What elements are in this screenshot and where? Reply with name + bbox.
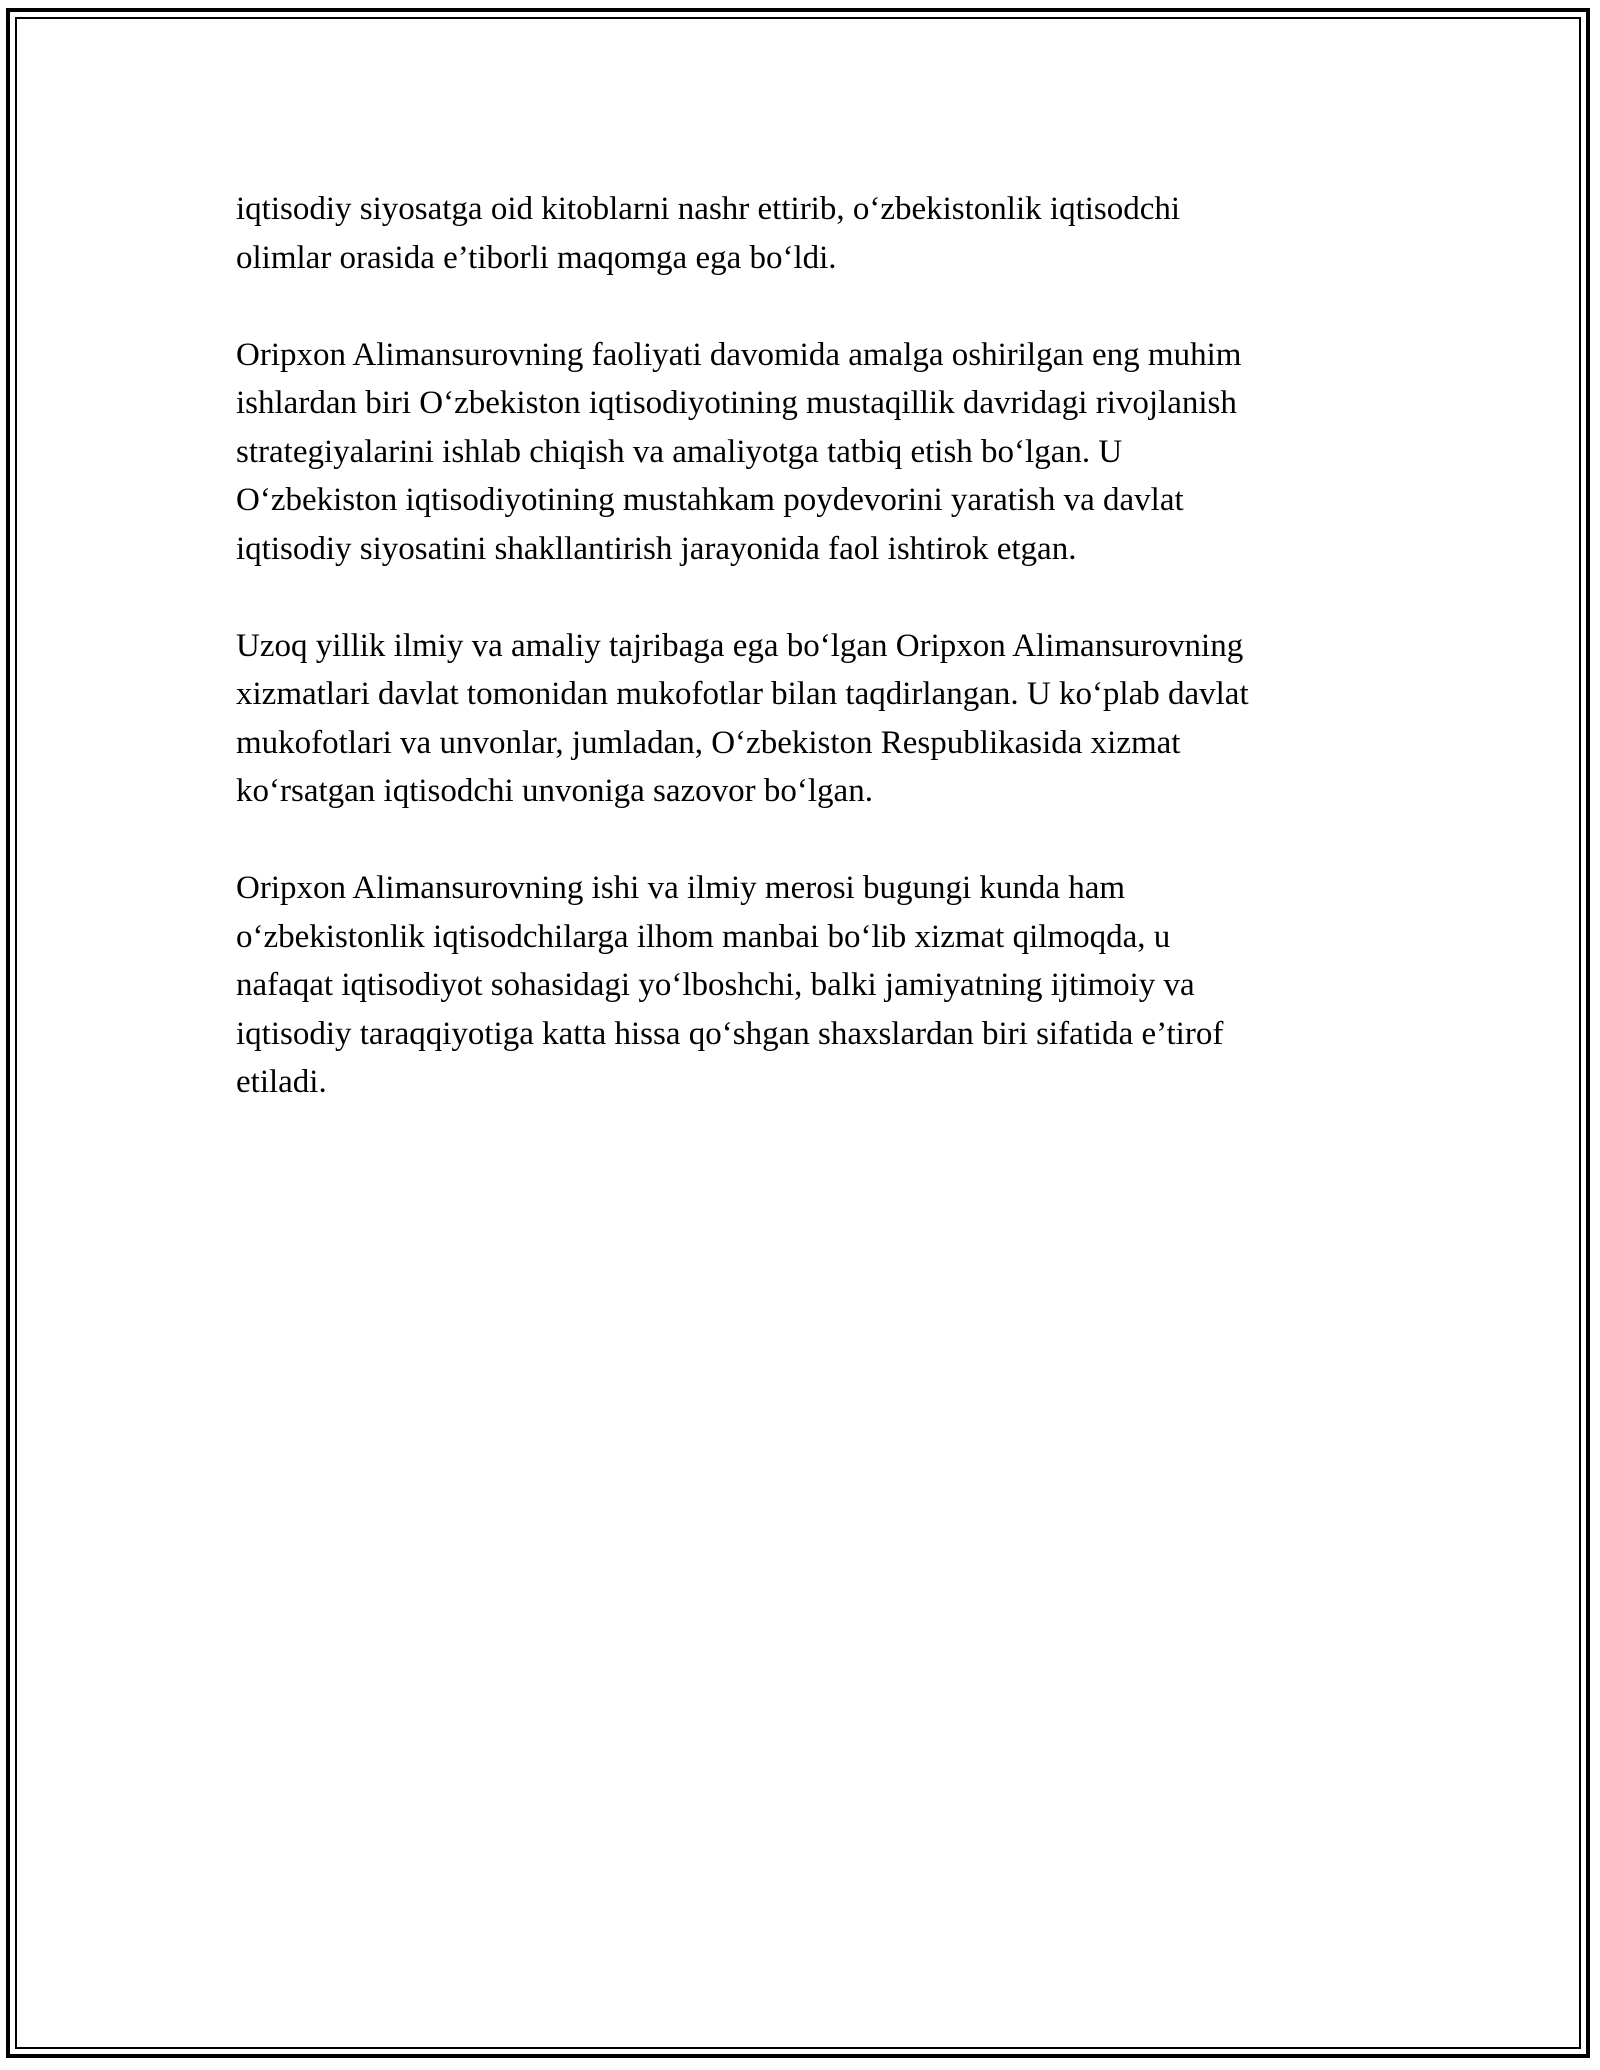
- paragraph: Uzoq yillik ilmiy va amaliy tajribaga ega bo‘lgan Oripxon Alimansurovning xizmatlari davlat tomonidan mukofotlar bilan taqdirlangan. U ko‘plab davlat mukofotlari va unvonlar, jumladan, O‘zbekiston Respublikasida xizmat ko‘rsatgan iqtisodchi unvoniga sazovor bo‘lgan.: [236, 627, 1249, 809]
- paragraph: Oripxon Alimansurovning ishi va ilmiy merosi bugungi kunda ham o‘zbekistonlik iqtisodchilarga ilhom manbai bo‘lib xizmat qilmoqda, u nafaqat iqtisodiyot sohasidagi yo‘lboshchi, balki jamiyatning ijtimoiy va iqtisodiy taraqqiyotiga katta hissa qo‘shgan shaxslardan biri sifatida e’tirof etiladi.: [236, 870, 1224, 1100]
- paragraph: iqtisodiy siyosatga oid kitoblarni nashr ettirib, o‘zbekistonlik iqtisodchi olimlar orasida e’tiborli maqomga ega bo‘ldi.: [236, 191, 1181, 276]
- document-body: [236, 185, 1376, 1155]
- paragraph: Oripxon Alimansurovning faoliyati davomida amalga oshirilgan eng muhim ishlardan biri O‘zbekiston iqtisodiyotining mustaqillik davridagi rivojlanish strategiyalarini ishlab chiqish va amaliyotga tatbiq etish bo‘lgan. U O‘zbekiston iqtisodiyotining mustahkam poydevorini yaratish va davlat iqtisodiy siyosatini shakllantirish jarayonida faol ishtirok etgan.: [236, 336, 1242, 567]
